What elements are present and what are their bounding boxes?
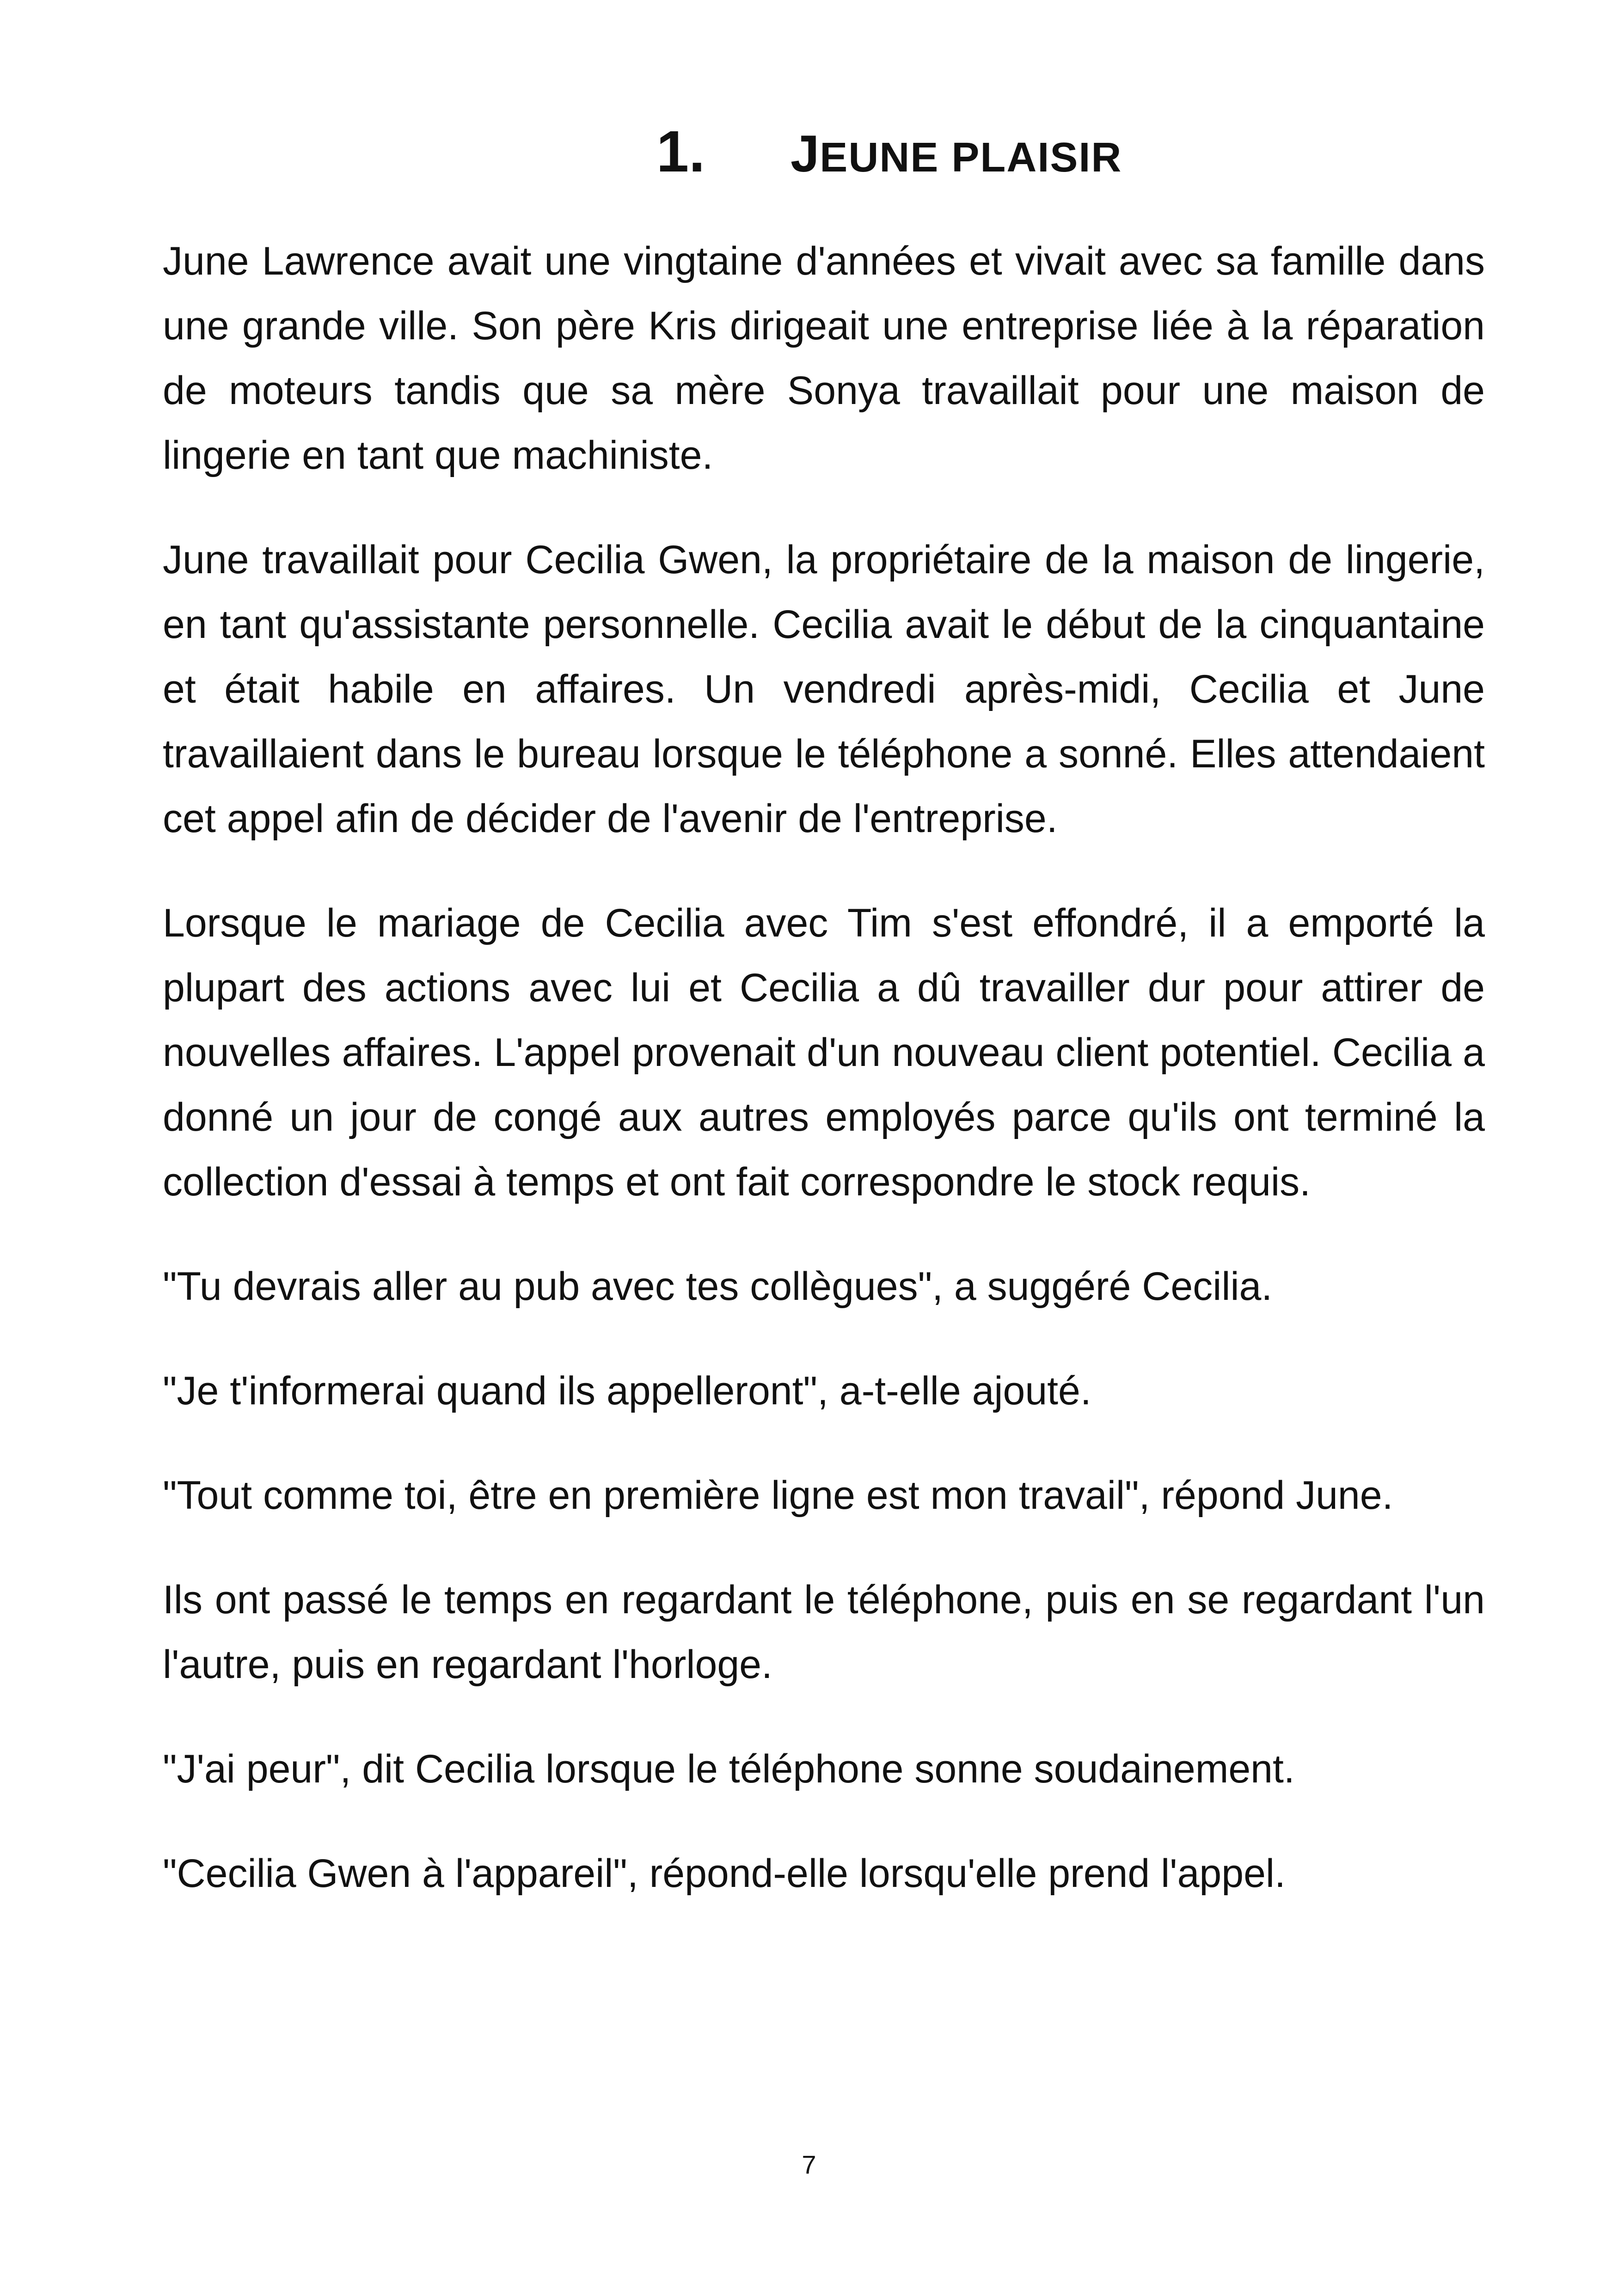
paragraph: Lorsque le mariage de Cecilia avec Tim s'est effondré, il a emporté la plupart des actions avec lui et Cecilia a dû travailler dur pour attirer de nouvelles affaires. L'appel provenait d'un nouveau client potentiel. Cecilia a donné un jour de congé aux autres employés parce qu'ils ont terminé la collection d'essai à temps et ont fait correspondre le stock requis. bbox=[163, 901, 1485, 1204]
chapter-heading bbox=[656, 118, 1122, 192]
paragraph: June Lawrence avait une vingtaine d'années et vivait avec sa famille dans une grande ville. Son père Kris dirigeait une entreprise liée à la réparation de moteurs tandis que sa mère Sonya travaillait pour une maison de lingerie en tant que machiniste. bbox=[163, 239, 1485, 478]
paragraph: "Je t'informerai quand ils appelleront", a-t-elle ajouté. bbox=[163, 1369, 1091, 1413]
chapter-title-initial: J bbox=[791, 125, 820, 183]
page-number: 7 bbox=[802, 2150, 816, 2179]
chapter-number: 1. bbox=[656, 119, 705, 184]
paragraph: Ils ont passé le temps en regardant le téléphone, puis en se regardant l'un l'autre, puis en regardant l'horloge. bbox=[163, 1578, 1485, 1687]
chapter-title: EUNE PLAISIR bbox=[820, 135, 1122, 181]
body-text bbox=[163, 229, 1485, 1946]
paragraph: June travaillait pour Cecilia Gwen, la propriétaire de la maison de lingerie, en tant qu'assistante personnelle. Cecilia avait le début de la cinquantaine et était habile en affaires. Un vendredi après-midi, Cecilia et June travaillaient dans le bureau lorsque le téléphone a sonné. Elles attendaient cet appel afin de décider de l'avenir de l'entreprise. bbox=[163, 538, 1485, 841]
paragraph: "J'ai peur", dit Cecilia lorsque le téléphone sonne soudainement. bbox=[163, 1747, 1295, 1791]
paragraph: "Tout comme toi, être en première ligne est mon travail", répond June. bbox=[163, 1473, 1393, 1518]
paragraph: "Tu devrais aller au pub avec tes collègues", a suggéré Cecilia. bbox=[163, 1264, 1273, 1309]
paragraph: "Cecilia Gwen à l'appareil", répond-elle lorsqu'elle prend l'appel. bbox=[163, 1851, 1286, 1896]
